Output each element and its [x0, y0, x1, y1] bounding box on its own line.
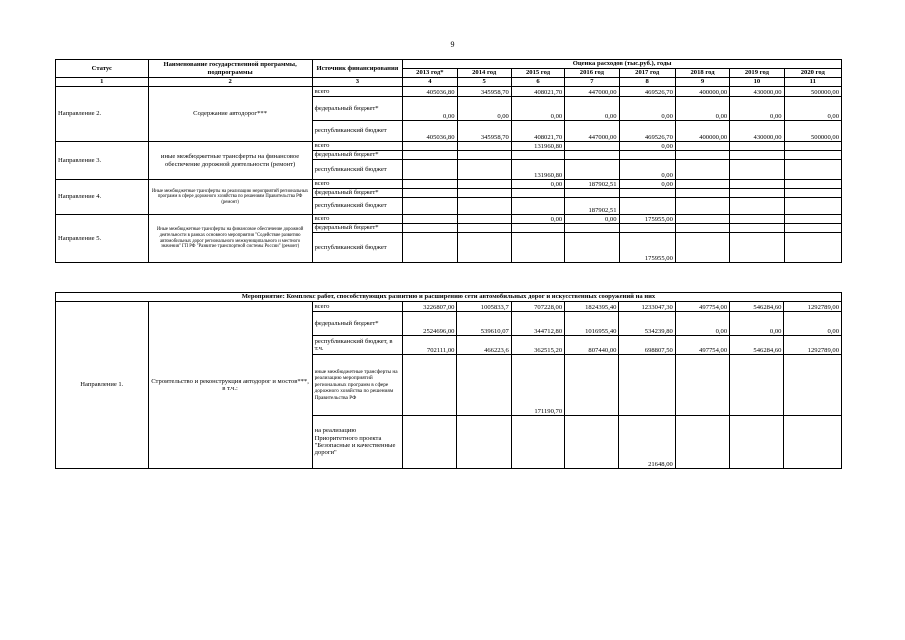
value-cell: 344712,80	[511, 312, 564, 336]
value-cell	[511, 189, 564, 198]
value-cell	[511, 224, 564, 233]
source-cell: республиканский бюджет	[312, 121, 403, 142]
source-cell: всего	[312, 87, 403, 97]
value-cell	[675, 416, 729, 469]
header-program: Наименование государственной программы, подпрограммы	[148, 60, 312, 78]
value-cell	[403, 189, 457, 198]
program-name: Иные межбюджетные трансферты на финансовое обеспечение дорожной деятельности в рамках основного мероприятия "Содействие развитию автомобильных дорог регионального межмуниципального и местного значения" ГП РФ "Развитие транспортной системы России" (ремонт)	[148, 215, 312, 263]
value-cell	[403, 160, 457, 180]
value-cell: 187902,51	[565, 180, 619, 189]
status-cell: Направление 4.	[56, 180, 149, 215]
value-cell: 0,00	[511, 215, 564, 224]
value-cell: 469526,70	[619, 87, 675, 97]
source-cell: республиканский бюджет	[312, 160, 403, 180]
value-cell	[457, 215, 511, 224]
column-number: 8	[619, 78, 675, 87]
value-cell: 0,00	[784, 312, 842, 336]
value-cell: 400000,00	[675, 87, 729, 97]
expense-table-2	[55, 292, 842, 469]
value-cell	[403, 215, 457, 224]
value-cell	[784, 160, 841, 180]
value-cell: 345958,70	[457, 87, 511, 97]
value-cell	[457, 355, 511, 416]
value-cell	[403, 355, 457, 416]
value-cell	[619, 198, 675, 215]
column-number: 4	[403, 78, 457, 87]
value-cell: 345958,70	[457, 121, 511, 142]
value-cell: 500000,00	[784, 87, 841, 97]
value-cell: 405036,80	[403, 121, 457, 142]
value-cell: 171190,70	[511, 355, 564, 416]
value-cell	[730, 160, 784, 180]
value-cell: 21648,00	[619, 416, 675, 469]
value-cell: 1016955,40	[565, 312, 619, 336]
value-cell: 447000,00	[565, 87, 619, 97]
value-cell	[511, 233, 564, 263]
source-cell: федеральный бюджет*	[312, 189, 403, 198]
source-cell: федеральный бюджет*	[312, 224, 403, 233]
program-name: иные межбюджетные трансферты на финансовое обеспечение дорожной деятельности (ремонт)	[148, 142, 312, 180]
status-cell: Направление 2.	[56, 87, 149, 142]
value-cell: 405036,80	[403, 87, 457, 97]
program-name: Строительство и реконструкция автодорог и мостов***, в т.ч.:	[148, 302, 312, 469]
value-cell: 0,00	[730, 97, 784, 121]
value-cell	[565, 233, 619, 263]
value-cell: 0,00	[403, 97, 457, 121]
value-cell	[565, 160, 619, 180]
value-cell	[730, 416, 784, 469]
column-number: 10	[730, 78, 784, 87]
value-cell: 430000,00	[730, 87, 784, 97]
value-cell: 807440,00	[565, 336, 619, 355]
header-year: 2014 год	[457, 69, 511, 78]
value-cell	[730, 180, 784, 189]
value-cell: 362515,20	[511, 336, 564, 355]
value-cell: 1292789,00	[784, 302, 842, 312]
page-number: 9	[450, 40, 455, 49]
event-title: Мероприятие: Комплекс работ, способствующих развитию и расширению сети автомобильных дорог и искусственных сооружений на них	[56, 293, 842, 302]
value-cell: 0,00	[675, 97, 729, 121]
value-cell	[565, 189, 619, 198]
value-cell	[675, 160, 729, 180]
value-cell: 430000,00	[730, 121, 784, 142]
value-cell	[565, 355, 619, 416]
value-cell	[403, 142, 457, 151]
source-cell: республиканский бюджет	[312, 233, 403, 263]
value-cell	[403, 233, 457, 263]
value-cell: 546284,60	[730, 302, 784, 312]
value-cell	[784, 215, 841, 224]
value-cell: 175955,00	[619, 215, 675, 224]
value-cell	[730, 224, 784, 233]
value-cell	[784, 151, 841, 160]
header-estimate: Оценка расходов (тыс.руб.), годы	[403, 60, 842, 69]
value-cell	[403, 151, 457, 160]
source-cell: федеральный бюджет*	[312, 97, 403, 121]
value-cell: 546284,60	[730, 336, 784, 355]
value-cell	[730, 198, 784, 215]
expense-table-1	[55, 59, 842, 263]
value-cell	[784, 189, 841, 198]
header-year: 2017 год	[619, 69, 675, 78]
column-number: 6	[511, 78, 564, 87]
value-cell: 408021,70	[511, 87, 564, 97]
value-cell	[784, 233, 841, 263]
value-cell	[675, 233, 729, 263]
value-cell	[511, 416, 564, 469]
value-cell	[675, 180, 729, 189]
value-cell	[784, 198, 841, 215]
value-cell	[730, 189, 784, 198]
value-cell	[675, 151, 729, 160]
source-cell: всего	[312, 142, 403, 151]
header-year: 2019 год	[730, 69, 784, 78]
value-cell: 0,00	[619, 142, 675, 151]
status-cell: Направление 3.	[56, 142, 149, 180]
value-cell: 0,00	[619, 97, 675, 121]
value-cell: 0,00	[619, 160, 675, 180]
value-cell: 0,00	[730, 312, 784, 336]
source-cell: республиканский бюджет, в т.ч.	[312, 336, 403, 355]
column-number: 1	[56, 78, 149, 87]
value-cell	[457, 142, 511, 151]
value-cell: 2524696,00	[403, 312, 457, 336]
value-cell	[565, 151, 619, 160]
column-number: 3	[312, 78, 403, 87]
value-cell	[619, 151, 675, 160]
value-cell: 1005833,7	[457, 302, 511, 312]
source-cell: всего	[312, 215, 403, 224]
header-year: 2015 год	[511, 69, 564, 78]
value-cell: 175955,00	[619, 233, 675, 263]
program-name: Содержание автодорог***	[148, 87, 312, 142]
value-cell	[457, 198, 511, 215]
value-cell: 1233047,30	[619, 302, 675, 312]
value-cell	[730, 355, 784, 416]
value-cell	[675, 198, 729, 215]
header-source: Источник финансирования	[312, 60, 403, 78]
value-cell	[784, 224, 841, 233]
header-year: 2013 год*	[403, 69, 457, 78]
value-cell	[619, 355, 675, 416]
value-cell	[403, 416, 457, 469]
value-cell	[457, 224, 511, 233]
header-status: Статус	[56, 60, 149, 78]
value-cell: 447000,00	[565, 121, 619, 142]
column-number: 11	[784, 78, 841, 87]
value-cell: 0,00	[619, 180, 675, 189]
value-cell	[675, 142, 729, 151]
value-cell	[457, 416, 511, 469]
value-cell	[565, 224, 619, 233]
value-cell	[675, 189, 729, 198]
status-cell: Направление 1.	[56, 302, 149, 469]
value-cell	[511, 198, 564, 215]
value-cell: 466223,6	[457, 336, 511, 355]
value-cell: 707228,00	[511, 302, 564, 312]
value-cell: 1824395,40	[565, 302, 619, 312]
source-cell: федеральный бюджет*	[312, 151, 403, 160]
value-cell: 539610,07	[457, 312, 511, 336]
value-cell	[565, 142, 619, 151]
value-cell	[784, 142, 841, 151]
value-cell: 3226807,00	[403, 302, 457, 312]
value-cell	[403, 180, 457, 189]
value-cell	[457, 180, 511, 189]
value-cell: 534239,80	[619, 312, 675, 336]
value-cell	[457, 160, 511, 180]
column-number: 9	[675, 78, 729, 87]
value-cell: 0,00	[565, 97, 619, 121]
value-cell	[730, 142, 784, 151]
column-number: 5	[457, 78, 511, 87]
source-cell: на реализацию Приоритетного проекта "Безопасные и качественные дороги"	[312, 416, 403, 469]
value-cell: 0,00	[511, 97, 564, 121]
value-cell: 131960,80	[511, 142, 564, 151]
value-cell	[675, 215, 729, 224]
value-cell: 469526,70	[619, 121, 675, 142]
status-cell: Направление 5.	[56, 215, 149, 263]
value-cell	[675, 355, 729, 416]
value-cell: 0,00	[675, 312, 729, 336]
source-cell: всего	[312, 302, 403, 312]
value-cell: 408021,70	[511, 121, 564, 142]
source-cell: республиканский бюджет	[312, 198, 403, 215]
value-cell	[565, 416, 619, 469]
value-cell: 0,00	[784, 97, 841, 121]
value-cell: 497754,00	[675, 302, 729, 312]
header-year: 2016 год	[565, 69, 619, 78]
value-cell	[457, 233, 511, 263]
value-cell	[784, 355, 842, 416]
value-cell	[403, 224, 457, 233]
value-cell: 698807,50	[619, 336, 675, 355]
value-cell: 131960,80	[511, 160, 564, 180]
value-cell	[784, 180, 841, 189]
header-year: 2018 год	[675, 69, 729, 78]
value-cell: 0,00	[565, 215, 619, 224]
column-number: 2	[148, 78, 312, 87]
value-cell	[730, 215, 784, 224]
value-cell: 702111,00	[403, 336, 457, 355]
value-cell: 400000,00	[675, 121, 729, 142]
source-cell: всего	[312, 180, 403, 189]
value-cell	[619, 224, 675, 233]
value-cell	[675, 224, 729, 233]
value-cell	[403, 198, 457, 215]
program-name: Иные межбюджетные трансферты на реализацию мероприятий региональных программ в сфере дорожного хозяйства по решениям Правительства РФ (ремонт)	[148, 180, 312, 215]
value-cell	[730, 151, 784, 160]
header-year: 2020 год	[784, 69, 841, 78]
column-number: 7	[565, 78, 619, 87]
value-cell: 0,00	[511, 180, 564, 189]
value-cell: 0,00	[457, 97, 511, 121]
value-cell	[619, 189, 675, 198]
value-cell: 187902,51	[565, 198, 619, 215]
value-cell: 497754,00	[675, 336, 729, 355]
value-cell	[784, 416, 842, 469]
value-cell	[511, 151, 564, 160]
source-cell: иные межбюджетные трансферты на реализацию мероприятий региональных программ в сфере дорожного хозяйства по решениям Правительства РФ	[312, 355, 403, 416]
value-cell	[457, 151, 511, 160]
value-cell	[730, 233, 784, 263]
value-cell: 500000,00	[784, 121, 841, 142]
value-cell	[457, 189, 511, 198]
source-cell: федеральный бюджет*	[312, 312, 403, 336]
value-cell: 1292789,00	[784, 336, 842, 355]
